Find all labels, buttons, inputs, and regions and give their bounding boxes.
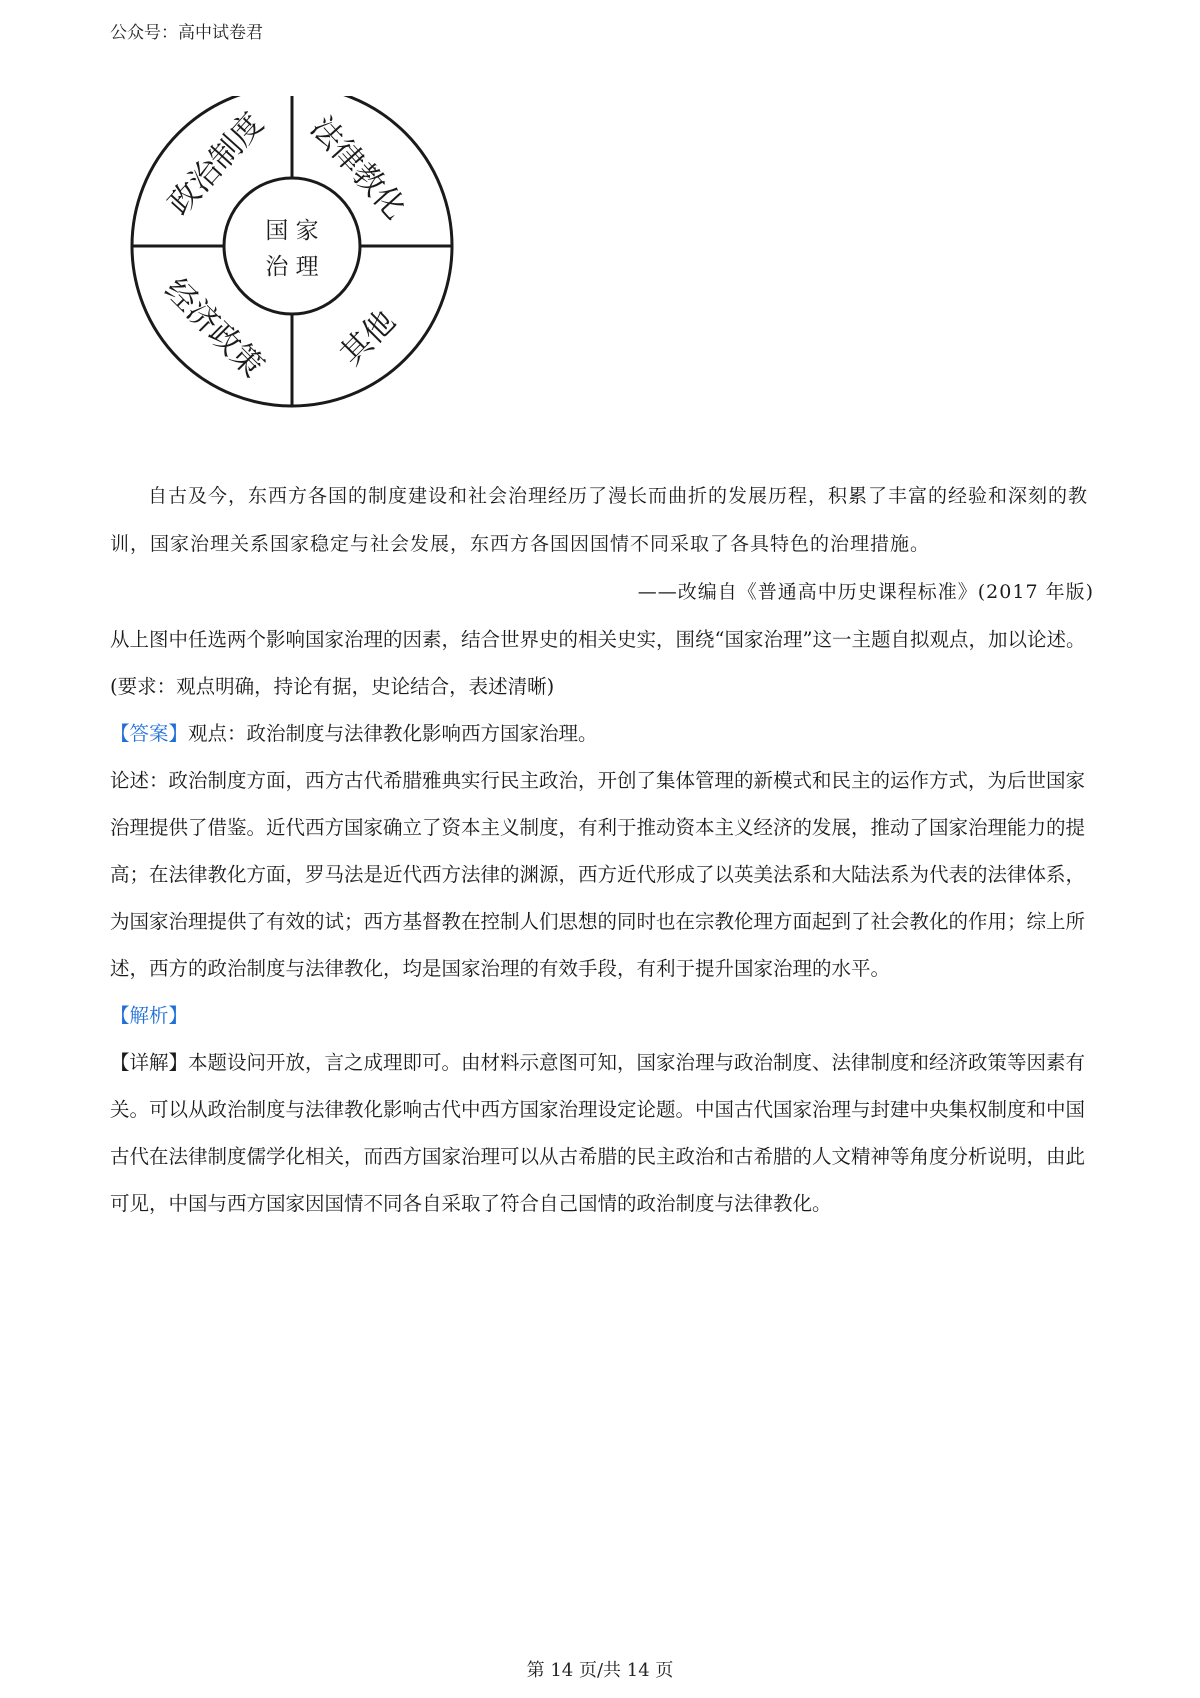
answer-viewpoint: 观点：政治制度与法律教化影响西方国家治理。 [188,722,598,745]
analysis-tag: 【解析】 [110,1004,189,1027]
page-number: 第 14 页/共 14 页 [526,1660,674,1681]
question-text: 从上图中任选两个影响国家治理的因素，结合世界史的相关史实，围绕“国家治理”这一主题自拟观点，加以论述。(要求：观点明确，持论有据，史论结合，表述清晰) [110,628,1086,698]
analysis-heading [110,992,1094,1039]
answer-tag: 【答案】 [110,722,189,745]
diagram-segment-political-system: 政治制度 [161,105,271,223]
page-header-source: 公众号：高中试卷君 [110,23,263,43]
diagram-segment-economic-policy: 经济政策 [157,271,271,385]
material-text: 自古及今，东西方各国的制度建设和社会治理经历了漫长而曲折的发展历程，积累了丰富的经验和深刻的教训，国家治理关系国家稳定与社会发展，东西方各国因国情不同采取了各具特色的治理措施。 [110,485,1089,555]
diagram-center-line1: 国 家 [265,218,319,244]
diagram-segment-legal-education: 法律教化 [303,109,413,227]
answer-viewpoint-line [110,710,1094,757]
analysis-detail-tag: 【详解】 [110,1051,189,1074]
analysis-detail-line [110,1039,1094,1227]
answer-argument: 论述：政治制度方面，西方古代希腊雅典实行民主政治，开创了集体管理的新模式和民主的运作方式，为后世国家治理提供了借鉴。近代西方国家确立了资本主义制度，有利于推动资本主义经济的发展，推动了国家治理能力的提高；在法律教化方面，罗马法是近代西方法律的渊源，西方近代形成了以英美法系和大陆法系为代表的法律体系，为国家治理提供了有效的试；西方基督教在控制人们思想的同时也在宗教伦理方面起到了社会教化的作用；综上所述，西方的政治制度与法律教化，均是国家治理的有效手段，有利于提升国家治理的水平。 [110,769,1086,980]
material-source: ——改编自《普通高中历史课程标准》(2017 年版) [637,581,1094,603]
diagram-center-line2: 治 理 [265,254,319,280]
analysis-detail: 本题设问开放，言之成理即可。由材料示意图可知，国家治理与政治制度、法律制度和经济政策等因素有关。可以从政治制度与法律教化影响古代中西方国家治理设定论题。中国古代国家治理与封建中央集权制度和中国古代在法律制度儒学化相关，而西方国家治理可以从古希腊的民主政治和古希腊的人文精神等角度分析说明，由此可见，中国与西方国家因国情不同各自采取了符合自己国情的政治制度与法律教化。 [110,1051,1086,1215]
question-content [110,472,1094,1227]
national-governance-diagram [118,96,478,468]
diagram-segment-other: 其他 [333,303,403,373]
